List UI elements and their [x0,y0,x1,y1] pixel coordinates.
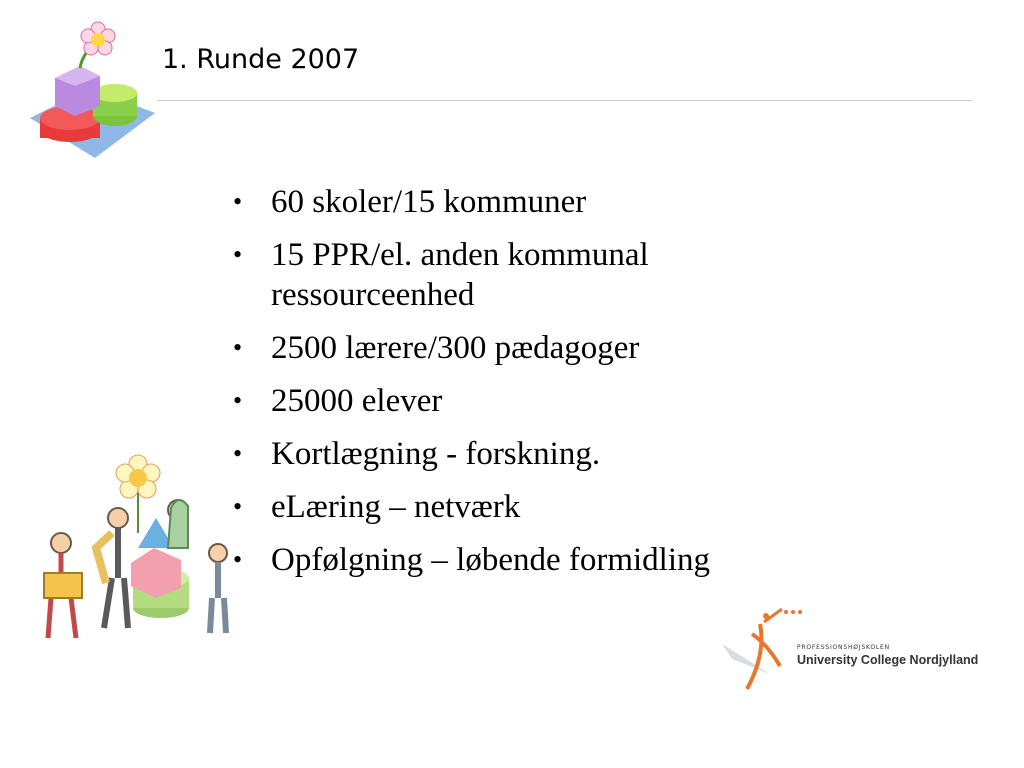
bullet-item [228,328,828,368]
bullet-text: Opfølgning – løbende formidling [271,542,711,578]
bullet-item [228,182,828,222]
bullet-item [228,381,828,421]
bullet-marker: • [233,439,243,468]
bullet-text: 2500 lærere/300 pædagoger [271,330,640,366]
slide-title: 1. Runde 2007 [162,44,360,75]
bullet-text: Kortlægning - forskning. [271,436,601,472]
bullet-marker: • [233,240,243,269]
children-with-blocks-illustration [26,448,246,663]
bullet-text: 25000 elever [271,383,443,419]
bullet-marker: • [233,492,243,521]
bullet-marker: • [233,187,243,216]
bullet-marker: • [233,545,243,574]
title-divider [158,100,972,101]
bullet-item [228,540,828,580]
bullet-item [228,434,828,474]
bullet-text: eLæring – netværk [271,489,521,525]
logo-name: University College Nordjylland [797,653,979,667]
bullet-text: 60 skoler/15 kommuner [271,184,587,220]
bullet-text: 15 PPR/el. anden kommunal ressourceenhed [271,237,649,313]
logo-subtitle: PROFESSIONSHØJSKOLEN [797,644,890,651]
bullet-item [228,235,828,315]
flower-blocks-illustration [20,18,160,178]
bullet-list [228,182,828,593]
bullet-marker: • [233,333,243,362]
bullet-item [228,487,828,527]
bullet-marker: • [233,386,243,415]
